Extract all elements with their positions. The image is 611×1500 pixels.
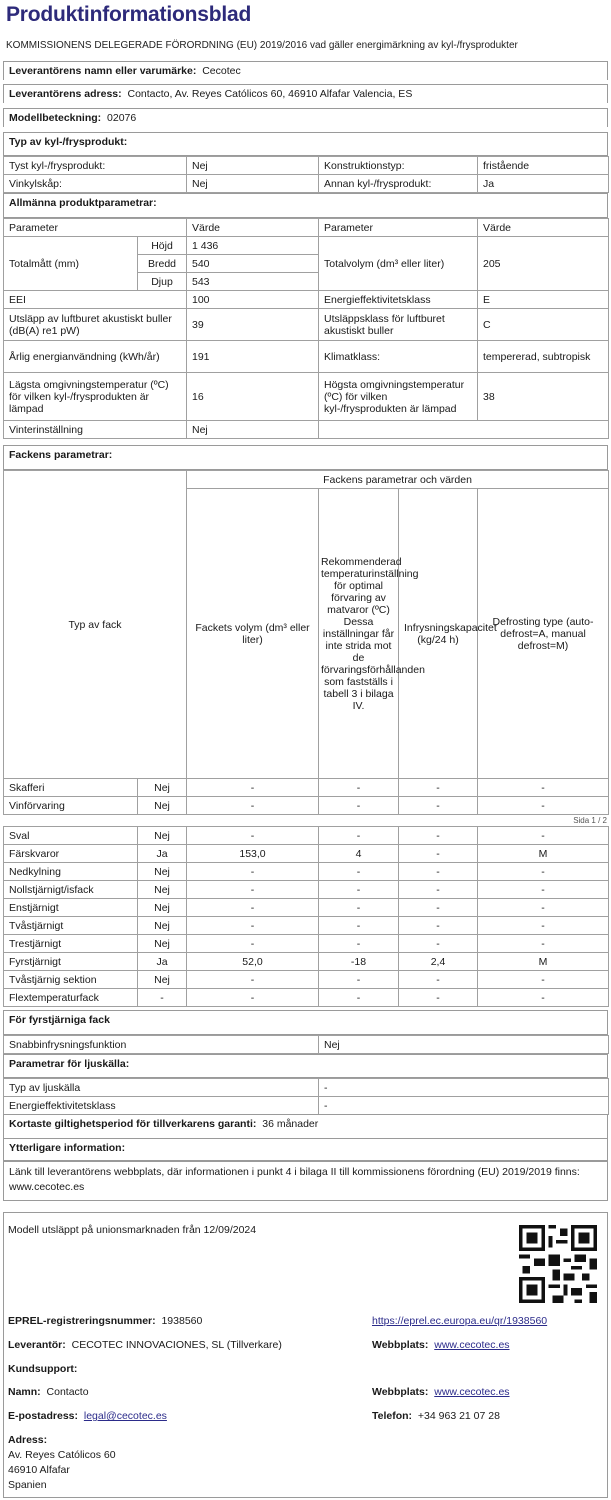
compartment-name: Sval — [4, 827, 138, 845]
compartment-defrost: M — [478, 953, 609, 971]
supplier-name-row — [3, 61, 608, 80]
compartment-present: Ja — [138, 953, 187, 971]
temperature-header: Rekommenderad temperaturinställning för optimal förvaring av matvaror (ºC) Dessa inställningar får inte strida mot de förvaringsförhållanden som fastställs i tabell 3 i bilaga IV. — [319, 489, 399, 779]
compartment-volume: - — [187, 989, 319, 1007]
table-row — [4, 237, 609, 255]
compartment-defrost: - — [478, 971, 609, 989]
compartment-volume: - — [187, 971, 319, 989]
compartment-row — [4, 845, 609, 863]
volume-header: Fackets volym (dm³ eller liter) — [187, 489, 319, 779]
compartment-row — [4, 881, 609, 899]
compartments-section-title: Fackens parametrar: — [3, 445, 608, 470]
compartment-present: Nej — [138, 971, 187, 989]
table-row — [4, 1036, 609, 1054]
type-section-title: Typ av kyl-/frysprodukt: — [3, 132, 608, 156]
compartment-defrost: - — [478, 863, 609, 881]
noise-value: 39 — [187, 309, 319, 341]
compartment-freeze-capacity: - — [399, 863, 478, 881]
light-type-label: Typ av ljuskälla — [4, 1079, 319, 1097]
contact-name-value: Contacto — [46, 1386, 89, 1398]
compartment-defrost: - — [478, 779, 609, 797]
compartment-name: Enstjärnigt — [4, 899, 138, 917]
compartment-row — [4, 827, 609, 845]
table-row — [4, 291, 609, 309]
compartment-freeze-capacity: - — [399, 899, 478, 917]
table-row — [4, 1079, 609, 1097]
compartment-present: Nej — [138, 881, 187, 899]
contact-email: E-postadress: legal@cecotec.es — [8, 1410, 167, 1422]
climate-label: Klimatklass: — [319, 341, 478, 373]
additional-url[interactable]: www.cecotec.es — [9, 1181, 85, 1193]
warranty-label: Kortaste giltighetsperiod för tillverkarens garanti: — [9, 1118, 257, 1130]
compartments-table-continued — [3, 826, 609, 1007]
compartment-volume: - — [187, 935, 319, 953]
compartment-temperature: - — [319, 827, 399, 845]
table-row — [4, 373, 609, 421]
page-title: Produktinformationsblad — [6, 3, 252, 26]
release-date: Modell utsläppt på unionsmarknaden från 12/09/2024 — [8, 1224, 257, 1236]
width-label: Bredd — [138, 255, 187, 273]
compartment-defrost: M — [478, 845, 609, 863]
supplier-address-value: Contacto, Av. Reyes Católicos 60, 46910 Alfafar Valencia, ES — [127, 88, 413, 100]
noise-class-label: Utsläppsklass för luftburet akustiskt buller — [319, 309, 478, 341]
depth-label: Djup — [138, 273, 187, 291]
table-row — [4, 309, 609, 341]
compartment-row — [4, 917, 609, 935]
fast-freeze-label: Snabbinfrysningsfunktion — [4, 1036, 319, 1054]
volume-value: 205 — [478, 237, 609, 291]
light-table — [3, 1078, 609, 1115]
contact-name: Namn: Contacto — [8, 1386, 89, 1398]
compartment-present: Ja — [138, 845, 187, 863]
page-number: Sida 1 / 2 — [573, 816, 607, 825]
compartment-row — [4, 953, 609, 971]
compartment-name: Flextemperaturfack — [4, 989, 138, 1007]
general-parameters-table — [3, 218, 609, 439]
eprel-number-value: 1938560 — [161, 1315, 203, 1327]
compartment-temperature: - — [319, 971, 399, 989]
address-label: Adress: — [8, 1434, 48, 1446]
compartment-defrost: - — [478, 881, 609, 899]
other-label: Annan kyl-/frysprodukt: — [319, 175, 478, 193]
min-temp-label: Lägsta omgivningstemperatur (ºC) för vilken kyl-/frysprodukten är lämpad — [4, 373, 187, 421]
compartment-freeze-capacity: 2,4 — [399, 953, 478, 971]
address-line-3: Spanien — [8, 1479, 47, 1491]
eei-label: EEI — [4, 291, 187, 309]
other-value: Ja — [478, 175, 609, 193]
table-row — [4, 421, 609, 439]
compartment-freeze-capacity: - — [399, 797, 478, 815]
compartment-freeze-capacity: - — [399, 971, 478, 989]
header-value: Värde — [187, 219, 319, 237]
defrost-header: Defrosting type (auto-defrost=A, manual defrost=M) — [478, 489, 609, 779]
compartment-defrost: - — [478, 899, 609, 917]
compartments-table — [3, 470, 609, 815]
compartment-row — [4, 779, 609, 797]
compartment-freeze-capacity: - — [399, 845, 478, 863]
width-value: 540 — [187, 255, 319, 273]
customer-support-label: Kundsupport: — [8, 1363, 78, 1375]
volume-label: Totalvolym (dm³ eller liter) — [319, 237, 478, 291]
compartment-name: Nollstjärnigt/isfack — [4, 881, 138, 899]
compartment-temperature: - — [319, 899, 399, 917]
eprel-link[interactable]: https://eprel.ec.europa.eu/qr/1938560 — [372, 1315, 548, 1327]
support-website: Webbplats: www.cecotec.es — [372, 1386, 510, 1398]
table-row — [4, 175, 609, 193]
compartment-volume: - — [187, 917, 319, 935]
table-row — [4, 1097, 609, 1115]
noise-class-value: C — [478, 309, 609, 341]
compartment-temperature: - — [319, 797, 399, 815]
wine-value: Nej — [187, 175, 319, 193]
compartment-name: Trestjärnigt — [4, 935, 138, 953]
construction-label: Konstruktionstyp: — [319, 157, 478, 175]
compartment-freeze-capacity: - — [399, 935, 478, 953]
silent-value: Nej — [187, 157, 319, 175]
compartment-present: Nej — [138, 779, 187, 797]
address-line-2: 46910 Alfafar — [8, 1464, 70, 1476]
silent-label: Tyst kyl-/frysprodukt: — [4, 157, 187, 175]
compartment-temperature: - — [319, 881, 399, 899]
light-section-title: Parametrar för ljuskälla: — [3, 1054, 608, 1078]
freeze-capacity-header: Infrysningskapacitet (kg/24 h) — [399, 489, 478, 779]
compartment-row — [4, 989, 609, 1007]
compartment-temperature: 4 — [319, 845, 399, 863]
compartment-temperature: - — [319, 863, 399, 881]
construction-value: fristående — [478, 157, 609, 175]
winter-value: Nej — [187, 421, 319, 439]
compartment-freeze-capacity: - — [399, 827, 478, 845]
regulation-reference: KOMMISSIONENS DELEGERADE FÖRORDNING (EU) 2019/2016 vad gäller energimärkning av kyl-/frysprodukter — [6, 40, 518, 51]
table-row — [4, 341, 609, 373]
height-value: 1 436 — [187, 237, 319, 255]
compartment-name: Färskvaror — [4, 845, 138, 863]
footer-supplier: Leverantör: CECOTEC INNOVACIONES, SL (Tillverkare) — [8, 1339, 282, 1351]
footer-supplier-value: CECOTEC INNOVACIONES, SL (Tillverkare) — [71, 1339, 282, 1351]
support-website-link[interactable]: www.cecotec.es — [434, 1386, 510, 1398]
header-parameter-2: Parameter — [319, 219, 478, 237]
annual-energy-label: Årlig energianvändning (kWh/år) — [4, 341, 187, 373]
annual-energy-value: 191 — [187, 341, 319, 373]
compartment-present: - — [138, 989, 187, 1007]
compartment-present: Nej — [138, 863, 187, 881]
contact-phone-value: +34 963 21 07 28 — [417, 1410, 500, 1422]
compartment-name: Tvåstjärnigt — [4, 917, 138, 935]
max-temp-label: Högsta omgivningstemperatur (ºC) för vilken kyl-/frysprodukten är lämpad — [319, 373, 478, 421]
compartment-row — [4, 899, 609, 917]
compartment-volume: - — [187, 827, 319, 845]
four-star-section-title: För fyrstjärniga fack — [3, 1010, 608, 1035]
model-label: Modellbeteckning: — [9, 112, 102, 124]
compartment-defrost: - — [478, 989, 609, 1007]
compartment-volume: - — [187, 899, 319, 917]
compartment-present: Nej — [138, 917, 187, 935]
compartment-temperature: - — [319, 935, 399, 953]
header-parameter: Parameter — [4, 219, 187, 237]
eprel-number: EPREL-registreringsnummer: 1938560 — [8, 1315, 203, 1327]
additional-info — [3, 1161, 608, 1201]
light-class-value: - — [319, 1097, 609, 1115]
empty-cell — [319, 421, 609, 439]
compartment-volume: - — [187, 779, 319, 797]
compartment-name: Fyrstjärnigt — [4, 953, 138, 971]
qr-code-icon[interactable] — [519, 1225, 597, 1303]
light-class-label: Energieffektivitetsklass — [4, 1097, 319, 1115]
product-type-table — [3, 156, 609, 193]
max-temp-value: 38 — [478, 373, 609, 421]
compartment-name: Skafferi — [4, 779, 138, 797]
height-label: Höjd — [138, 237, 187, 255]
eprel-footer — [3, 1212, 608, 1498]
compartment-volume: - — [187, 881, 319, 899]
additional-text: Länk till leverantörens webbplats, där informationen i punkt 4 i bilaga II till kommissionens förordning (EU) 2019/2019 finns: — [9, 1166, 580, 1178]
supplier-name-value: Cecotec — [202, 65, 241, 77]
address-line-1: Av. Reyes Católicos 60 — [8, 1449, 116, 1461]
compartment-freeze-capacity: - — [399, 989, 478, 1007]
winter-label: Vinterinställning — [4, 421, 187, 439]
general-section-title: Allmänna produktparametrar: — [3, 193, 608, 218]
dimensions-label: Totalmått (mm) — [4, 237, 138, 291]
compartment-present: Nej — [138, 935, 187, 953]
compartment-temperature: - — [319, 989, 399, 1007]
compartment-defrost: - — [478, 827, 609, 845]
compartment-group-header: Fackens parametrar och värden — [187, 471, 609, 489]
compartment-defrost: - — [478, 935, 609, 953]
light-type-value: - — [319, 1079, 609, 1097]
compartment-freeze-capacity: - — [399, 917, 478, 935]
compartment-name: Nedkylning — [4, 863, 138, 881]
table-header-row — [4, 219, 609, 237]
compartment-temperature: - — [319, 917, 399, 935]
supplier-address-row — [3, 84, 608, 103]
noise-label: Utsläpp av luftburet akustiskt buller (dB(A) re1 pW) — [4, 309, 187, 341]
min-temp-value: 16 — [187, 373, 319, 421]
compartment-defrost: - — [478, 917, 609, 935]
header-value-2: Värde — [478, 219, 609, 237]
energy-class-label: Energieffektivitetsklass — [319, 291, 478, 309]
compartment-temperature: -18 — [319, 953, 399, 971]
compartment-name: Tvåstjärnig sektion — [4, 971, 138, 989]
compartment-name: Vinförvaring — [4, 797, 138, 815]
depth-value: 543 — [187, 273, 319, 291]
footer-website-link[interactable]: www.cecotec.es — [434, 1339, 510, 1351]
contact-phone: Telefon: +34 963 21 07 28 — [372, 1410, 500, 1422]
four-star-table — [3, 1035, 609, 1054]
table-row — [4, 157, 609, 175]
compartment-volume: 153,0 — [187, 845, 319, 863]
compartment-row — [4, 935, 609, 953]
model-value: 02076 — [107, 112, 137, 124]
compartment-temperature: - — [319, 779, 399, 797]
compartment-defrost: - — [478, 797, 609, 815]
additional-section-title: Ytterligare information: — [3, 1138, 608, 1161]
compartment-volume: - — [187, 863, 319, 881]
compartment-volume: 52,0 — [187, 953, 319, 971]
compartment-row — [4, 971, 609, 989]
warranty-row — [3, 1114, 608, 1138]
supplier-address-label: Leverantörens adress: — [9, 88, 122, 100]
compartment-present: Nej — [138, 899, 187, 917]
compartment-present: Nej — [138, 827, 187, 845]
compartment-freeze-capacity: - — [399, 881, 478, 899]
energy-class-value: E — [478, 291, 609, 309]
warranty-value: 36 månader — [262, 1118, 319, 1130]
climate-value: tempererad, subtropisk — [478, 341, 609, 373]
wine-label: Vinkylskåp: — [4, 175, 187, 193]
table-header-row — [4, 471, 609, 489]
compartment-type-header: Typ av fack — [4, 471, 187, 779]
supplier-name-label: Leverantörens namn eller varumärke: — [9, 65, 197, 77]
footer-website: Webbplats: www.cecotec.es — [372, 1339, 510, 1351]
compartment-row — [4, 797, 609, 815]
compartment-freeze-capacity: - — [399, 779, 478, 797]
model-row — [3, 108, 608, 127]
compartment-row — [4, 863, 609, 881]
fast-freeze-value: Nej — [319, 1036, 609, 1054]
eei-value: 100 — [187, 291, 319, 309]
contact-email-link[interactable]: legal@cecotec.es — [83, 1410, 167, 1422]
compartment-volume: - — [187, 797, 319, 815]
compartment-present: Nej — [138, 797, 187, 815]
